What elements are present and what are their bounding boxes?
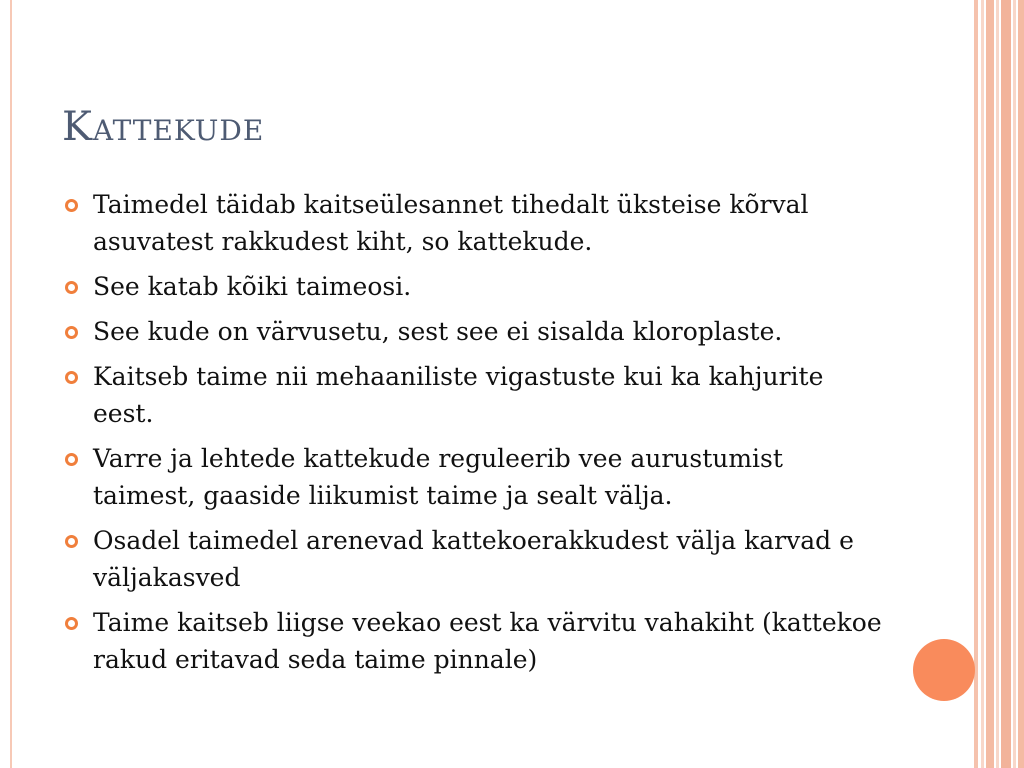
bullet-text: Taimedel täidab kaitseülesannet tihedalt üksteise kõrval asuvatest rakkudest kiht, so kattekude. <box>93 190 809 256</box>
bullet-text: Osadel taimedel arenevad kattekoerakkudest välja karvad e väljakasved <box>93 526 854 592</box>
bullet-text: See kude on värvusetu, sest see ei sisalda kloroplaste. <box>93 317 783 346</box>
bullet-circle-icon <box>65 326 78 339</box>
decorative-stripe <box>1001 0 1011 768</box>
bullet-item <box>62 440 882 514</box>
decorative-stripe <box>996 0 999 768</box>
bullet-circle-icon <box>65 281 78 294</box>
slide-title: Kattekude <box>62 104 265 150</box>
decorative-stripe <box>974 0 978 768</box>
decorative-stripe <box>1013 0 1016 768</box>
bullet-text: Taime kaitseb liigse veekao eest ka värvitu vahakiht (kattekoe rakud eritavad seda taime pinnale) <box>93 608 882 674</box>
bullet-circle-icon <box>65 453 78 466</box>
bullet-circle-icon <box>65 371 78 384</box>
bullet-item <box>62 604 882 678</box>
decorative-stripe <box>986 0 994 768</box>
bullet-circle-icon <box>65 535 78 548</box>
decorative-stripe <box>981 0 984 768</box>
bullet-text: Kaitseb taime nii mehaaniliste vigastuste kui ka kahjurite eest. <box>93 362 824 428</box>
left-border-line <box>10 0 12 768</box>
bullet-circle-icon <box>65 199 78 212</box>
bullet-item <box>62 522 882 596</box>
decorative-circle <box>913 639 975 701</box>
bullet-item <box>62 186 882 260</box>
bullet-text: Varre ja lehtede kattekude reguleerib vee aurustumist taimest, gaaside liikumist taime ja sealt välja. <box>93 444 783 510</box>
bullet-circle-icon <box>65 617 78 630</box>
bullet-list <box>62 186 882 686</box>
bullet-text: See katab kõiki taimeosi. <box>93 272 412 301</box>
bullet-item <box>62 313 882 350</box>
bullet-item <box>62 358 882 432</box>
bullet-item <box>62 268 882 305</box>
decorative-stripe <box>1018 0 1024 768</box>
